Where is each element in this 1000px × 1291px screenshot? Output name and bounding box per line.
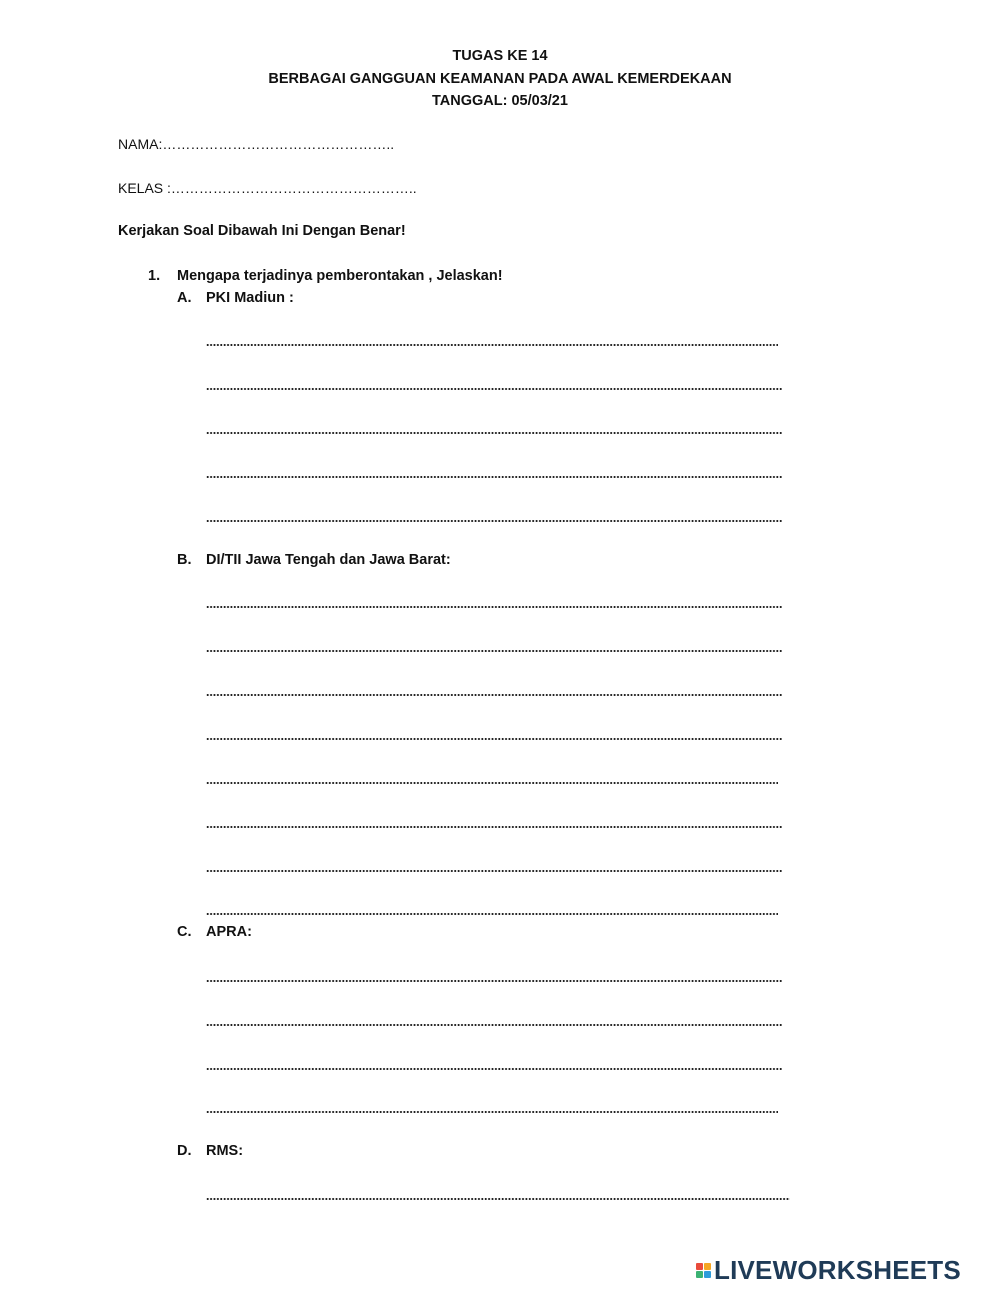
answer-line[interactable] xyxy=(206,781,778,785)
nama-field[interactable]: NAMA:………………………………………….. xyxy=(118,136,395,152)
question-number: 1. xyxy=(148,268,161,284)
header-subtitle: BERBAGAI GANGGUAN KEAMANAN PADA AWAL KEMERDEKAAN xyxy=(268,71,732,87)
section-a-letter: A. xyxy=(177,290,192,306)
answer-line[interactable] xyxy=(206,1067,782,1071)
section-b-letter: B. xyxy=(177,552,192,568)
answer-line[interactable] xyxy=(206,605,782,609)
section-d-title: RMS: xyxy=(206,1143,244,1159)
answer-line[interactable] xyxy=(206,912,778,916)
kelas-field[interactable]: KELAS :…………………………………………….. xyxy=(118,180,417,196)
answer-line[interactable] xyxy=(206,825,782,829)
logo-square-icon xyxy=(696,1263,703,1270)
header-date: TANGGAL: 05/03/21 xyxy=(432,93,568,109)
answer-line[interactable] xyxy=(206,649,782,653)
section-c-title: APRA: xyxy=(206,924,252,940)
answer-line[interactable] xyxy=(206,387,782,391)
answer-line[interactable] xyxy=(206,1197,790,1201)
section-c-letter: C. xyxy=(177,924,192,940)
answer-line[interactable] xyxy=(206,475,782,479)
answer-line[interactable] xyxy=(206,1110,778,1114)
logo-text: LIVEWORKSHEETS xyxy=(714,1255,961,1285)
answer-line[interactable] xyxy=(206,869,782,873)
answer-line[interactable] xyxy=(206,1023,782,1027)
section-d-letter: D. xyxy=(177,1143,192,1159)
section-b-title: DI/TII Jawa Tengah dan Jawa Barat: xyxy=(206,552,451,568)
answer-line[interactable] xyxy=(206,737,782,741)
logo-square-icon xyxy=(704,1271,711,1278)
section-a-title: PKI Madiun : xyxy=(206,290,294,306)
logo-square-icon xyxy=(704,1263,711,1270)
answer-line[interactable] xyxy=(206,519,782,523)
answer-line[interactable] xyxy=(206,431,782,435)
logo-mark-icon xyxy=(696,1263,711,1278)
instruction: Kerjakan Soal Dibawah Ini Dengan Benar! xyxy=(118,223,406,239)
answer-line[interactable] xyxy=(206,343,778,347)
answer-line[interactable] xyxy=(206,979,782,983)
header-title: TUGAS KE 14 xyxy=(452,48,548,64)
liveworksheets-logo xyxy=(696,1257,961,1283)
question-text: Mengapa terjadinya pemberontakan , Jelaskan! xyxy=(177,268,503,284)
logo-square-icon xyxy=(696,1271,703,1278)
answer-line[interactable] xyxy=(206,693,782,697)
